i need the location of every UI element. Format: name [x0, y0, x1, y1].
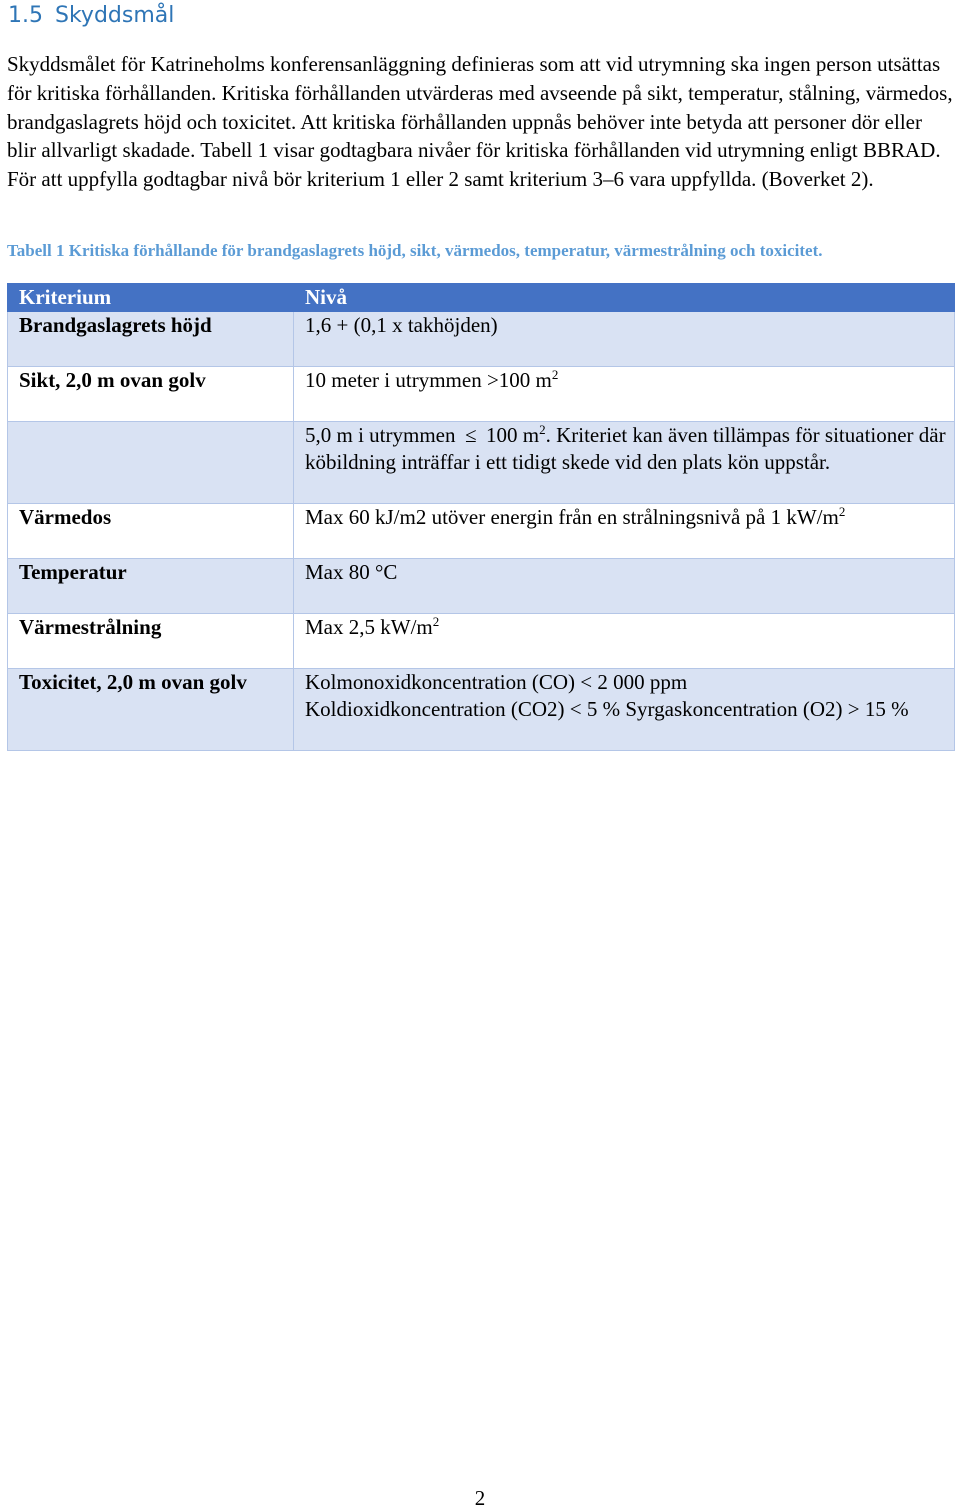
level-cell: 1,6 + (0,1 x takhöjden): [294, 312, 955, 367]
section-number: 1.5: [8, 3, 43, 28]
less-equal-symbol: ≤: [464, 423, 477, 447]
criterion-cell: Värmestrålning: [8, 614, 294, 669]
table-caption: Tabell 1 Kritiska förhållande för brandgaslagrets höjd, sikt, värmedos, temperatur, värmestrålning och toxicitet.: [7, 241, 823, 260]
table-header-row: [8, 284, 955, 312]
level-cell: [294, 422, 955, 504]
level-text: 100 m: [480, 423, 540, 447]
level-line: Kolmonoxidkoncentration (CO) < 2 000 ppm: [305, 670, 688, 694]
table-row: [8, 367, 955, 422]
header-niva: Nivå: [294, 284, 955, 312]
level-cell: [294, 669, 955, 751]
table-row: [8, 504, 955, 559]
table-row: [8, 312, 955, 367]
criterion-cell: [8, 422, 294, 504]
level-cell: [294, 614, 955, 669]
level-text: Max 2,5 kW/m: [305, 615, 433, 639]
level-text: Max 60 kJ/m2 utöver energin från en strålningsnivå på 1 kW/m: [305, 505, 839, 529]
level-line: Koldioxidkoncentration (CO2) < 5 % Syrgaskoncentration (O2) > 15 %: [305, 697, 909, 721]
level-cell: [294, 367, 955, 422]
criterion-cell: Värmedos: [8, 504, 294, 559]
page-number: 2: [474, 1486, 486, 1510]
criterion-cell: Sikt, 2,0 m ovan golv: [8, 367, 294, 422]
level-text: . Kriteriet kan även tillämpas för situationer där köbildning inträffar i ett tidigt skede vid den plats kön uppstår.: [305, 423, 946, 474]
superscript: 2: [551, 367, 559, 382]
superscript: 2: [432, 614, 440, 629]
criterion-cell: Toxicitet, 2,0 m ovan golv: [8, 669, 294, 751]
criterion-cell: Brandgaslagrets höjd: [8, 312, 294, 367]
level-cell: Max 80 °C: [294, 559, 955, 614]
section-heading: [8, 0, 174, 32]
table-row: [8, 614, 955, 669]
header-kriterium: Kriterium: [8, 284, 294, 312]
criteria-table: [7, 283, 955, 751]
superscript: 2: [838, 504, 846, 519]
level-text: 10 meter i utrymmen >100 m: [305, 368, 552, 392]
table-row: [8, 559, 955, 614]
section-title: Skyddsmål: [55, 3, 175, 28]
table-row: [8, 422, 955, 504]
body-paragraph: Skyddsmålet för Katrineholms konferensanläggning definieras som att vid utrymning ska ingen person utsättas för kritiska förhållanden. Kritiska förhållanden utvärderas med avseende på sikt, temperatur, stålning, värmedos, brandgaslagrets höjd och toxicitet. Att kritiska förhållanden uppnås behöver inte betyda att personer dör eller blir allvarligt skadade. Tabell 1 visar godtagbara nivåer för kritiska förhållanden vid utrymning enligt BBRAD. För att uppfylla godtagbar nivå bör kriterium 1 eller 2 samt kriterium 3–6 vara uppfyllda. (Boverket 2).: [7, 52, 953, 192]
level-text: 5,0 m i utrymmen: [305, 423, 461, 447]
table-row: [8, 669, 955, 751]
level-cell: [294, 504, 955, 559]
criterion-cell: Temperatur: [8, 559, 294, 614]
superscript: 2: [539, 422, 546, 437]
